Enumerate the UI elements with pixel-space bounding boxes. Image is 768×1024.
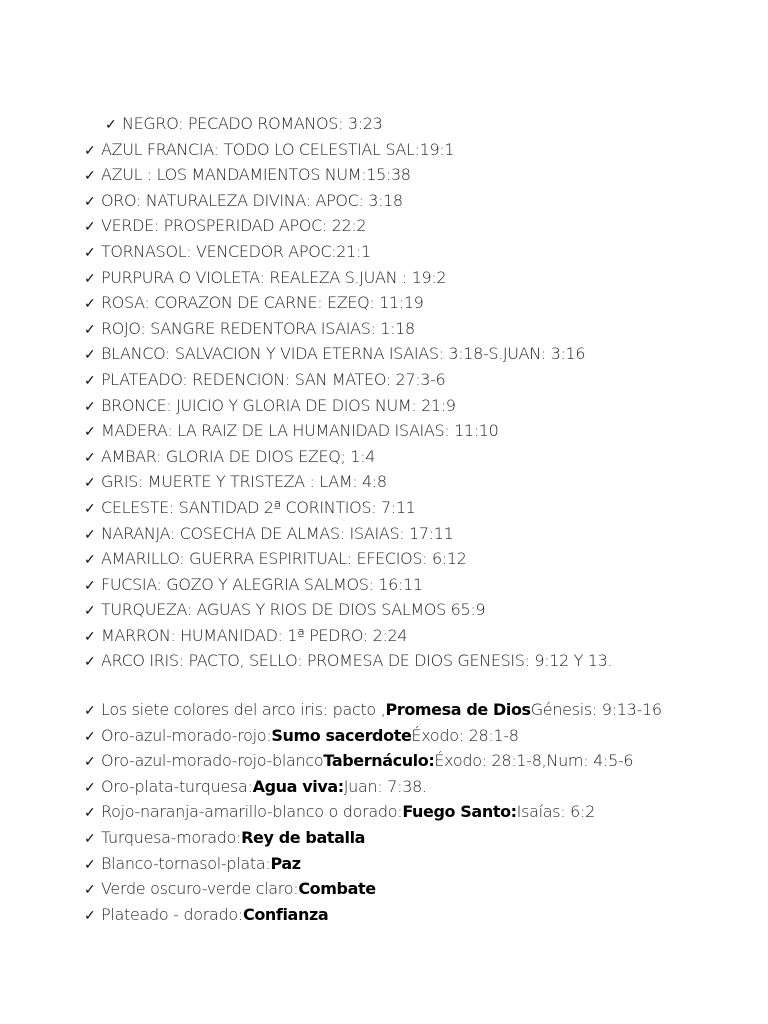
check-mark-icon: ✓	[84, 830, 96, 847]
list-item-emphasis: Paz	[270, 853, 301, 873]
list-item-prefix: Plateado - dorado:	[101, 904, 243, 924]
list-item	[84, 266, 612, 292]
list-item	[84, 445, 612, 471]
list-item-suffix: Isaías: 6:2	[516, 802, 596, 822]
list-item-text: MARRON: HUMANIDAD: 1ª PEDRO: 2:24	[101, 625, 408, 645]
list-item	[84, 368, 612, 394]
list-item-text: ROJO: SANGRE REDENTORA ISAIAS: 1:18	[101, 318, 415, 338]
check-mark-icon: ✓	[84, 449, 96, 466]
list-item	[84, 342, 612, 368]
color-combinations-list	[84, 698, 662, 928]
list-item-suffix: Juan: 7:38.	[343, 776, 427, 796]
check-mark-icon: ✓	[84, 270, 96, 287]
list-item-text: BLANCO: SALVACION Y VIDA ETERNA ISAIAS: 3:18-S.JUAN: 3:16	[101, 344, 586, 364]
list-item-text: VERDE: PROSPERIDAD APOC: 22:2	[101, 216, 367, 236]
check-mark-icon: ✓	[84, 728, 96, 745]
list-item	[84, 394, 612, 420]
list-item-suffix: Éxodo: 28:1-8,Num: 4:5-6	[434, 751, 634, 771]
list-item-emphasis: Combate	[298, 879, 376, 899]
check-mark-icon: ✓	[84, 244, 96, 261]
list-item-text: MADERA: LA RAIZ DE LA HUMANIDAD ISAIAS: 11:10	[101, 421, 499, 441]
check-mark-icon: ✓	[84, 219, 96, 236]
list-item-text: PURPURA O VIOLETA: REALEZA S.JUAN : 19:2	[101, 267, 447, 287]
list-item	[84, 826, 662, 852]
list-item-text: NEGRO: PECADO ROMANOS: 3:23	[122, 114, 383, 133]
check-mark-icon: ✓	[84, 703, 96, 719]
list-item-prefix: Blanco-tornasol-plata:	[101, 853, 271, 873]
check-mark-icon: ✓	[84, 347, 96, 364]
list-item	[84, 138, 612, 164]
list-item-text: BRONCE: JUICIO Y GLORIA DE DIOS NUM: 21:9	[101, 395, 456, 415]
list-item	[84, 470, 612, 496]
list-item	[84, 573, 612, 599]
list-item-prefix: Los siete colores del arco iris: pacto ,	[101, 700, 386, 719]
list-item	[84, 624, 612, 650]
list-item	[105, 112, 612, 138]
list-item-text: CELESTE: SANTIDAD 2ª CORINTIOS: 7:11	[101, 497, 416, 517]
list-item-text: NARANJA: COSECHA DE ALMAS: ISAIAS: 17:11	[101, 523, 454, 543]
list-item-text: ROSA: CORAZON DE CARNE: EZEQ: 11:19	[101, 293, 424, 313]
check-mark-icon: ✓	[84, 168, 96, 185]
check-mark-icon: ✓	[84, 577, 96, 594]
list-item	[84, 163, 612, 189]
list-item	[84, 598, 612, 624]
list-item-emphasis: Fuego Santo:	[402, 802, 517, 822]
check-mark-icon: ✓	[84, 475, 96, 492]
list-item-suffix: Génesis: 9:13-16	[530, 700, 662, 719]
list-item-prefix: Verde oscuro-verde claro:	[101, 879, 299, 899]
check-mark-icon: ✓	[84, 372, 96, 389]
check-mark-icon: ✓	[84, 907, 96, 924]
list-item-text: PLATEADO: REDENCION: SAN MATEO: 27:3-6	[101, 369, 446, 389]
list-item-emphasis: Agua viva:	[252, 776, 344, 796]
check-mark-icon: ✓	[84, 603, 96, 620]
check-mark-icon: ✓	[84, 754, 96, 771]
list-item	[84, 214, 612, 240]
list-item	[84, 903, 662, 929]
check-mark-icon: ✓	[84, 805, 96, 822]
check-mark-icon: ✓	[84, 526, 96, 543]
list-item-emphasis: Sumo sacerdote	[271, 725, 412, 745]
check-mark-icon: ✓	[84, 882, 96, 899]
list-item-text: TURQUEZA: AGUAS Y RIOS DE DIOS SALMOS 65:9	[101, 600, 486, 620]
check-mark-icon: ✓	[84, 779, 96, 796]
list-item-prefix: Oro-plata-turquesa:	[101, 776, 253, 796]
list-item-prefix: Turquesa-morado:	[101, 827, 242, 847]
list-item-text: AZUL : LOS MANDAMIENTOS NUM:15:38	[101, 165, 411, 185]
check-mark-icon: ✓	[84, 654, 96, 671]
list-item	[84, 749, 662, 775]
check-mark-icon: ✓	[84, 500, 96, 517]
list-item	[84, 240, 612, 266]
list-item-text: TORNASOL: VENCEDOR APOC:21:1	[101, 241, 371, 261]
list-item	[84, 877, 662, 903]
list-item-text: ORO: NATURALEZA DIVINA: APOC: 3:18	[101, 190, 403, 210]
list-item	[84, 419, 612, 445]
list-item-prefix: Rojo-naranja-amarillo-blanco o dorado:	[101, 802, 403, 822]
check-mark-icon: ✓	[84, 398, 96, 415]
list-item-text: AMBAR: GLORIA DE DIOS EZEQ; 1:4	[101, 446, 376, 466]
list-item-emphasis: Promesa de Dios	[385, 700, 531, 719]
list-item	[84, 649, 612, 675]
check-mark-icon: ✓	[84, 321, 96, 338]
list-item-emphasis: Tabernáculo:	[323, 751, 435, 771]
list-item	[84, 698, 662, 724]
list-item	[84, 291, 612, 317]
list-item-text: AZUL FRANCIA: TODO LO CELESTIAL SAL:19:1	[101, 139, 455, 159]
list-item	[84, 189, 612, 215]
list-item-emphasis: Rey de batalla	[241, 827, 366, 847]
check-mark-icon: ✓	[84, 142, 96, 159]
list-item-suffix: Éxodo: 28:1-8	[411, 725, 519, 745]
list-item	[84, 852, 662, 878]
check-mark-icon: ✓	[84, 193, 96, 210]
list-item-text: GRIS: MUERTE Y TRISTEZA : LAM: 4:8	[101, 472, 387, 492]
check-mark-icon: ✓	[84, 424, 96, 441]
list-item	[84, 800, 662, 826]
list-item-text: FUCSIA: GOZO Y ALEGRIA SALMOS: 16:11	[101, 574, 423, 594]
list-item	[84, 522, 612, 548]
list-item-text: ARCO IRIS: PACTO, SELLO: PROMESA DE DIOS GENESIS: 9:12 Y 13.	[101, 651, 613, 671]
check-mark-icon: ✓	[84, 628, 96, 645]
list-item-emphasis: Confianza	[242, 904, 329, 924]
check-mark-icon: ✓	[105, 117, 117, 133]
list-item	[84, 724, 662, 750]
list-item	[84, 317, 612, 343]
list-item	[84, 547, 612, 573]
list-item	[84, 775, 662, 801]
check-mark-icon: ✓	[84, 856, 96, 873]
list-item	[84, 496, 612, 522]
check-mark-icon: ✓	[84, 552, 96, 569]
list-item-text: AMARILLO: GUERRA ESPIRITUAL: EFECIOS: 6:12	[101, 549, 467, 569]
list-item-prefix: Oro-azul-morado-rojo:	[101, 725, 272, 745]
check-mark-icon: ✓	[84, 296, 96, 313]
color-meanings-list	[84, 112, 612, 675]
list-item-prefix: Oro-azul-morado-rojo-blanco	[101, 751, 324, 771]
